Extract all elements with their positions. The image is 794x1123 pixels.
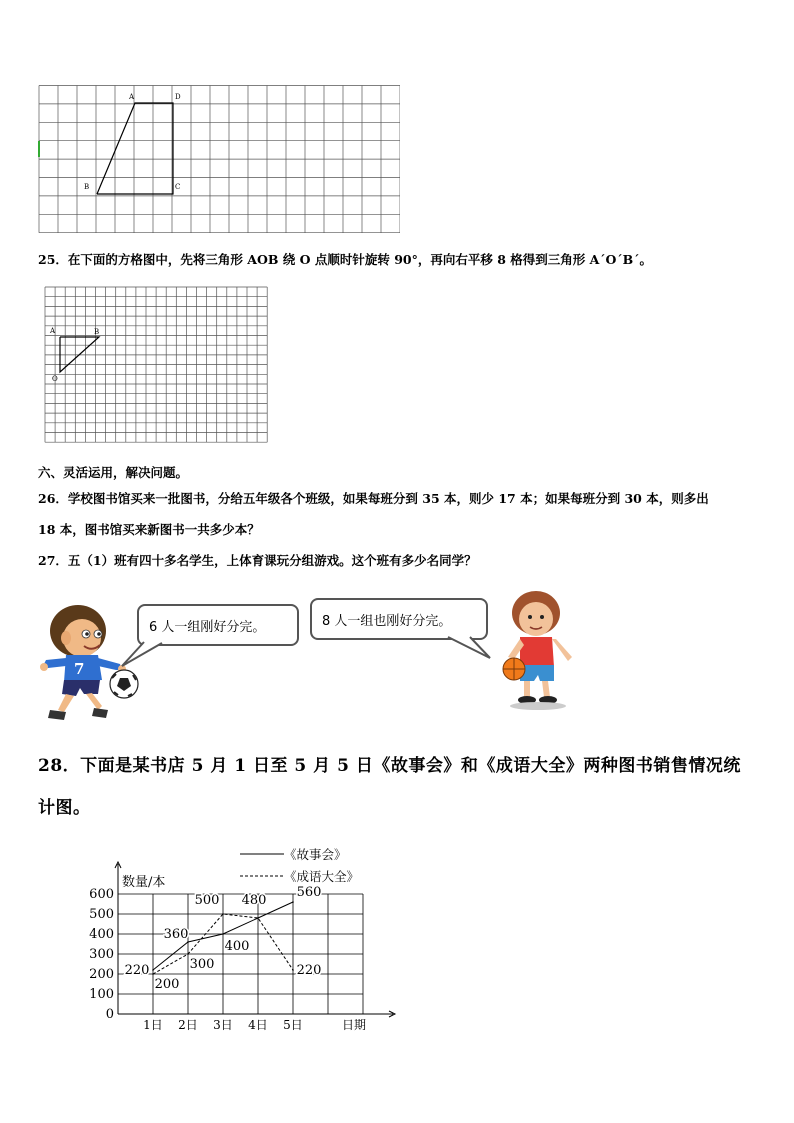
y-tick-label: 200	[89, 967, 114, 982]
question-28-line-2: 计图。	[38, 798, 91, 818]
label-a: A	[50, 327, 56, 335]
y-tick-label: 300	[89, 947, 114, 962]
x-tick-label: 4日	[248, 1018, 268, 1032]
grid-edge-mark	[38, 141, 40, 157]
grid-figure-1	[38, 85, 400, 233]
speech-bubble-left: 6 人一组刚好分完。	[137, 604, 299, 646]
trapezoid-outline	[97, 103, 173, 194]
boy-basketball-illustration	[496, 585, 580, 715]
trapezoid-abcd	[97, 103, 173, 194]
data-label: 500	[194, 893, 220, 908]
data-point	[257, 917, 259, 919]
x-tick-label: 1日	[143, 1018, 163, 1032]
data-point	[152, 973, 154, 975]
y-axis-label: 数量/本	[122, 875, 166, 890]
label-c: C	[175, 183, 181, 191]
triangle-aob	[60, 337, 99, 372]
question-26-line-1: 26．学校图书馆买来一批图书，分给五年级各个班级，如果每班分到 35 本，则少 17 本；如果每班分到 30 本，则多出	[38, 491, 709, 506]
label-d: D	[175, 93, 181, 101]
y-tick-label: 500	[89, 907, 114, 922]
data-label: 300	[189, 957, 215, 972]
data-label: 220	[124, 963, 150, 978]
x-tick-label: 2日	[178, 1018, 198, 1032]
label-o: O	[52, 375, 58, 383]
legend-label: 《故事会》	[284, 847, 347, 862]
data-point	[292, 969, 294, 971]
data-point	[222, 913, 224, 915]
label-a: A	[129, 93, 135, 101]
data-point	[187, 953, 189, 955]
data-point	[152, 969, 154, 971]
question-28-line-1: 28．下面是某书店 5 月 1 日至 5 月 5 日《故事会》和《成语大全》两种图书销售情况统	[38, 756, 741, 776]
grid-figure-2	[44, 286, 270, 444]
data-point	[222, 933, 224, 935]
legend-label: 《成语大全》	[284, 869, 360, 884]
question-27: 27．五（1）班有四十多名学生，上体育课玩分组游戏。这个班有多少名同学？	[38, 553, 477, 568]
data-label: 220	[296, 963, 322, 978]
line-chart	[80, 838, 400, 1038]
question-26-line-2: 18 本，图书馆买来新图书一共多少本？	[38, 522, 260, 537]
data-label: 360	[163, 927, 189, 942]
x-tick-label: 5日	[283, 1018, 303, 1032]
bubble-right-tail	[440, 634, 496, 664]
data-label: 560	[296, 885, 322, 900]
svg-text:7: 7	[74, 660, 85, 678]
x-tick-label: 3日	[213, 1018, 233, 1032]
data-point	[292, 901, 294, 903]
x-axis-label: 日期	[342, 1018, 367, 1032]
label-b: B	[94, 328, 100, 336]
data-label: 480	[241, 893, 267, 908]
speech-bubble-right: 8 人一组也刚好分完。	[310, 598, 488, 640]
bubble-left-tail	[118, 640, 168, 672]
y-tick-label: 600	[89, 887, 114, 902]
question-25: 25．在下面的方格图中，先将三角形 AOB 绕 O 点顺时针旋转 90°，再向右平移 8 格得到三角形 A´O´B´。	[38, 252, 652, 267]
data-label: 200	[154, 977, 180, 992]
y-tick-label: 100	[89, 987, 114, 1002]
data-label: 400	[224, 939, 250, 954]
y-tick-label: 0	[105, 1007, 114, 1022]
section-heading: 六、灵活运用，解决问题。	[38, 465, 189, 480]
y-tick-label: 400	[89, 927, 114, 942]
label-b: B	[84, 183, 90, 191]
